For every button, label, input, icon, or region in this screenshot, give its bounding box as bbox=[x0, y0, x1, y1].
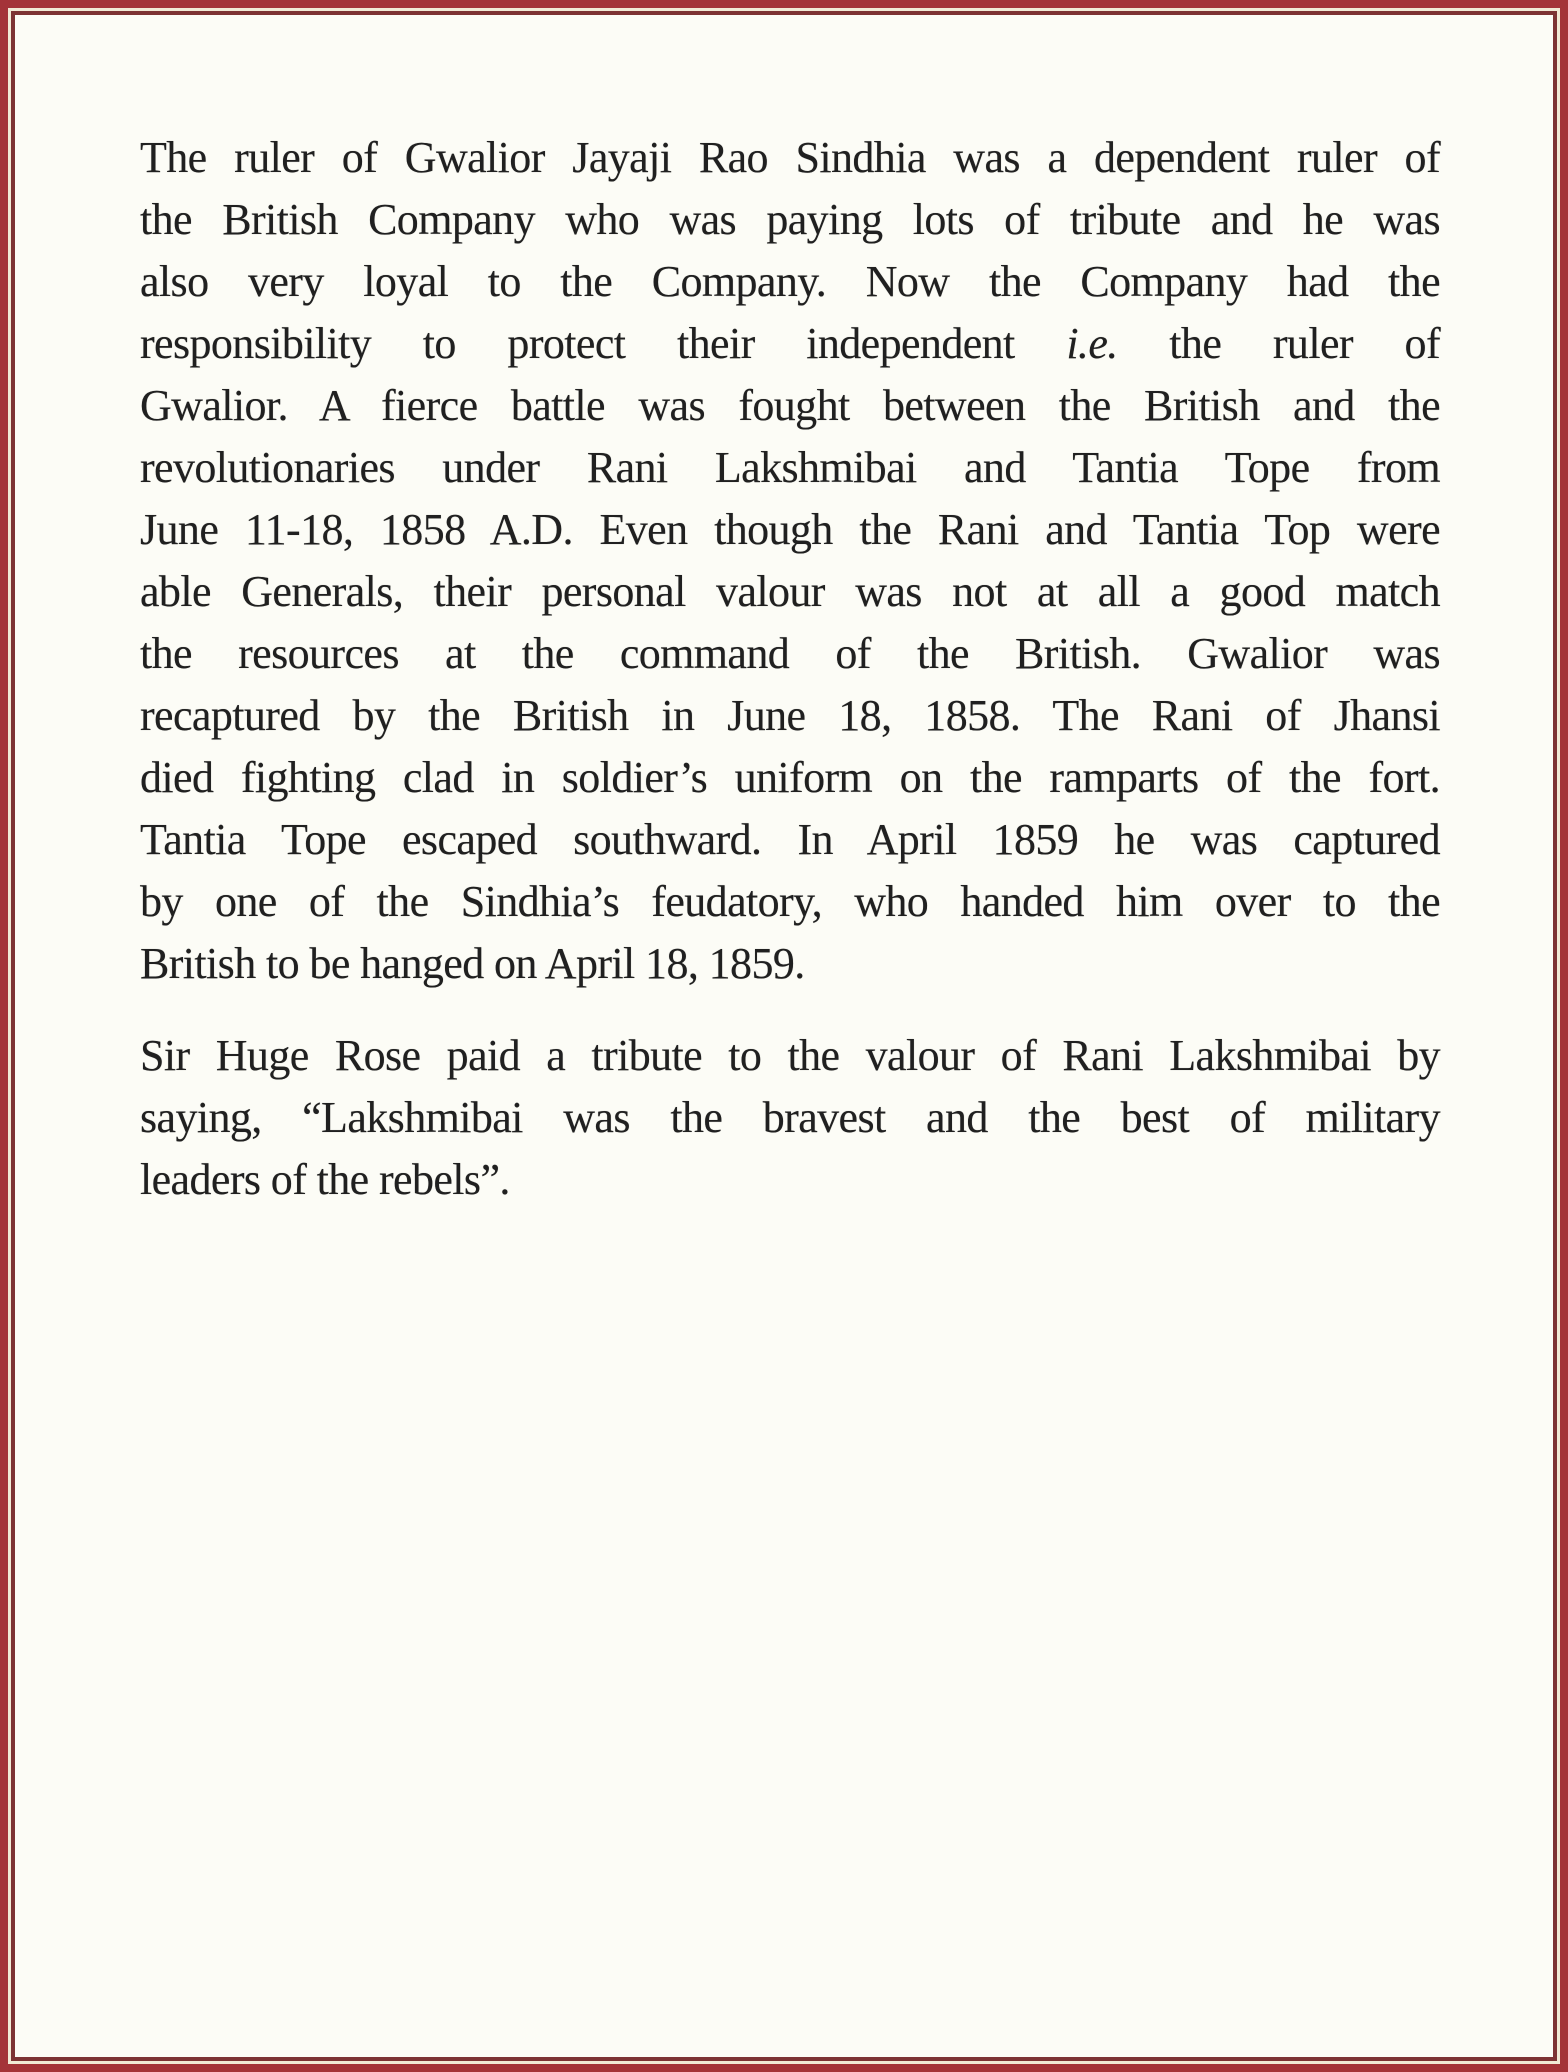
text-line: The ruler of Gwalior Jayaji Rao Sindhia was a dependent ruler of bbox=[140, 133, 1440, 182]
paragraph-2 bbox=[140, 1025, 1440, 1211]
text-line: saying, “Lakshmibai was the bravest and the best of military bbox=[140, 1093, 1440, 1142]
text-line: died fighting clad in soldier’s uniform on the ramparts of the fort. bbox=[140, 753, 1440, 802]
page-border-gap bbox=[8, 8, 1560, 2064]
text-line: the resources at the command of the British. Gwalior was bbox=[140, 629, 1440, 678]
page-border-inner-rule bbox=[11, 11, 1557, 2061]
text-line: revolutionaries under Rani Lakshmibai and Tantia Tope from bbox=[140, 443, 1440, 492]
text-line: by one of the Sindhia’s feudatory, who handed him over to the bbox=[140, 877, 1440, 926]
document-page bbox=[15, 15, 1553, 2057]
text-line: recaptured by the British in June 18, 1858. The Rani of Jhansi bbox=[140, 691, 1440, 740]
paragraph-1 bbox=[140, 127, 1440, 995]
text-line: leaders of the rebels”. bbox=[140, 1155, 510, 1204]
text-line: also very loyal to the Company. Now the Company had the bbox=[140, 257, 1440, 306]
text-block bbox=[140, 127, 1440, 1211]
text-line: the British Company who was paying lots of tribute and he was bbox=[140, 195, 1440, 244]
text-line: able Generals, their personal valour was not at all a good match bbox=[140, 567, 1440, 616]
text-line: responsibility to protect their independent i.e. the ruler of bbox=[140, 319, 1440, 368]
text-line: Gwalior. A fierce battle was fought between the British and the bbox=[140, 381, 1440, 430]
text-line: Sir Huge Rose paid a tribute to the valour of Rani Lakshmibai by bbox=[140, 1031, 1440, 1080]
text-line: British to be hanged on April 18, 1859. bbox=[140, 939, 805, 988]
text-line: June 11-18, 1858 A.D. Even though the Rani and Tantia Top were bbox=[140, 505, 1440, 554]
text-line: Tantia Tope escaped southward. In April 1859 he was captured bbox=[140, 815, 1440, 864]
